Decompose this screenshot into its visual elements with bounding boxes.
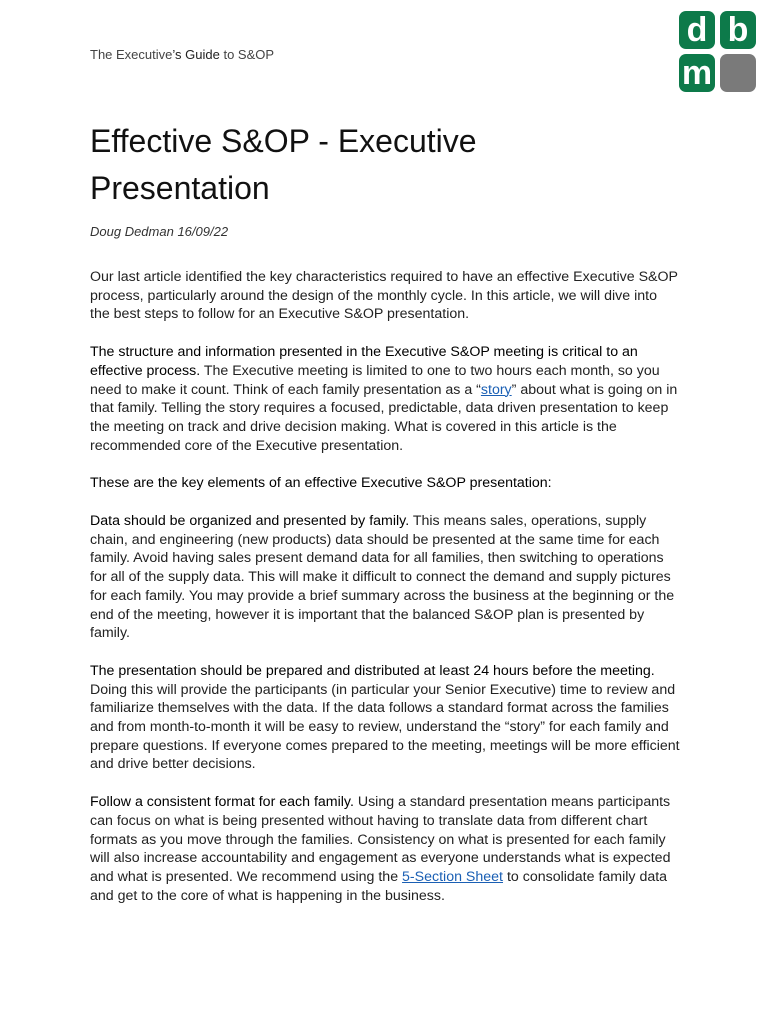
paragraph-distribution-lead: The presentation should be prepared and distributed at least 24 hours before the meeting. [90,662,655,679]
logo-tile-d: d [679,11,715,49]
five-section-sheet-link[interactable]: 5-Section Sheet [402,868,504,885]
paragraph-consistent-format-text-b: to consolidate family data and get to the core of what is happening in the business. [90,868,668,904]
paragraph-consistent-format-text-a: Using a standard presentation means participants can focus on what is being presented without having to translate data from different chart formats as you move through the families. Consistency on what is presented for each family will also increase accountability and engagement as everyone understands what is expected and what is presented. We recommend using the [90,794,671,885]
story-link[interactable]: story [480,381,512,398]
byline: Doug Dedman 16/09/22 [90,224,229,239]
paragraph-by-family-lead: Data should be organized and presented by family. [90,513,410,530]
running-header-suffix: to S&OP [219,47,275,62]
paragraph-by-family-text: This means sales, operations, supply chain, and engineering (new products) data should be presented at the same time for each family. Avoid having sales present demand data for all families, then switching to operations for all of the supply data. This will make it difficult to connect the demand and supply pictures for each family. You may provide a brief summary across the business at the beginning or the end of the meeting, however it is important that the balanced S&OP plan is presented by family. [90,513,675,642]
article-body [90,268,680,924]
running-header [90,47,274,62]
paragraph-key-elements [90,474,680,493]
paragraph-by-family [90,512,680,643]
logo-tile-m: m [679,54,715,92]
paragraph-distribution-text: Doing this will provide the participants (in particular your Senior Executive) time to review and familiarize themselves with the data. If the data follows a standard format across the families and from month-to-month it will be easy to review, understand the “story” for each family and prepare questions. If everyone comes prepared to the meeting, meetings will be more efficient and drive better decisions. [90,681,680,773]
paragraph-consistent-format-lead: Follow a consistent format for each family. [90,794,354,811]
paragraph-consistent-format [90,793,680,905]
running-header-strong: ’s Guide [172,47,220,62]
page-title: Effective S&OP - Executive Presentation [90,123,477,206]
logo-tile-blank [720,54,756,92]
logo-tile-b: b [720,11,756,49]
paragraph-structure-text-a: The Executive meeting is limited to one to two hours each month, so you need to make it count. Think of each family presentation as a “ [90,362,660,398]
paragraph-intro-text: Our last article identified the key characteristics required to have an effective Executive S&OP process, particularly around the design of the monthly cycle. In this article, we will dive into the best steps to follow for an Executive S&OP presentation. [90,269,678,323]
paragraph-structure-text-b: ” about what is going on in that family. Telling the story requires a focused, predictable, data driven presentation to keep the meeting on track and drive decision making. What is covered in this article is the recommended core of the Executive presentation. [90,381,678,454]
paragraph-distribution [90,662,680,774]
paragraph-structure [90,343,680,455]
paragraph-key-elements-lead: These are the key elements of an effective Executive S&OP presentation: [90,475,552,492]
paragraph-structure-lead: The structure and information presented in the Executive S&OP meeting is critical to an effective process. [90,344,638,379]
dbm-logo [679,11,756,92]
running-header-prefix: The Executive [90,47,173,62]
paragraph-intro [90,268,680,324]
